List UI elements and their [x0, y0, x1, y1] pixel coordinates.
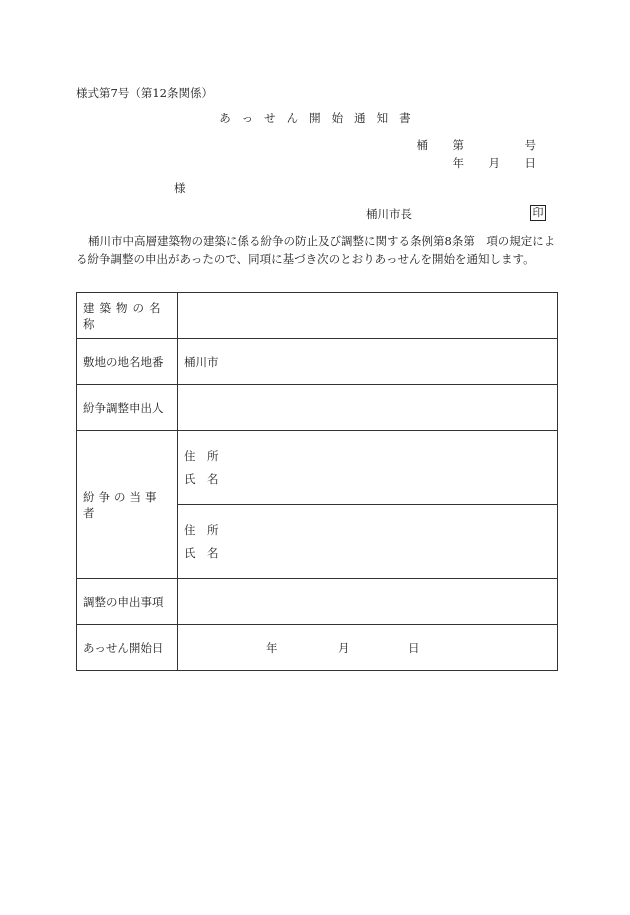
seal-mark: 印 — [530, 205, 546, 221]
start-date-day: 日 — [408, 640, 420, 655]
doc-number-dai: 第 — [452, 138, 464, 152]
parties-label: 紛争の当事者 — [83, 489, 161, 520]
start-date-month: 月 — [338, 640, 350, 655]
start-date-year: 年 — [266, 640, 278, 655]
addressee-suffix: 様 — [174, 181, 186, 195]
building-name-label — [83, 300, 171, 332]
table-row — [77, 625, 558, 671]
party-2-cell — [178, 505, 558, 579]
notice-paragraph: 桶川市中高層建築物の建築に係る紛争の防止及び調整に関する条例第8条第 項の規定による紛争調整の申出があったので、同項に基づき次のとおりあっせんを開始を通知します。 — [76, 234, 556, 266]
party-2-address: 住 所 — [184, 522, 219, 537]
building-name-label-text: 建築物の名称 — [83, 300, 166, 331]
date-line — [453, 155, 537, 171]
table-row — [77, 339, 558, 385]
table-row — [77, 431, 558, 505]
party-1-address: 住 所 — [184, 448, 219, 463]
form-number: 様式第7号（第12条関係） — [76, 86, 213, 100]
applicant-label: 紛争調整申出人 — [77, 385, 178, 431]
notice-table — [76, 292, 558, 671]
doc-number-city: 桶 — [416, 138, 428, 152]
site-value: 桶川市 — [178, 339, 558, 385]
table-row — [77, 579, 558, 625]
document-title: あっせん開始通知書 — [219, 111, 422, 125]
party-1-name: 氏 名 — [184, 471, 219, 486]
parties-label-cell — [77, 431, 178, 579]
start-date-value — [178, 625, 558, 671]
matters-value — [178, 579, 558, 625]
doc-number-go: 号 — [524, 138, 536, 152]
date-year: 年 — [452, 156, 464, 170]
applicant-value — [178, 385, 558, 431]
party-2-name: 氏 名 — [184, 545, 219, 560]
notice-text — [76, 232, 558, 268]
site-label: 敷地の地名地番 — [77, 339, 178, 385]
table-label-cell — [77, 293, 178, 339]
date-day: 日 — [524, 156, 536, 170]
matters-label: 調整の申出事項 — [77, 579, 178, 625]
building-name-value — [178, 293, 558, 339]
table-row — [77, 385, 558, 431]
table-row — [77, 293, 558, 339]
sender-title: 桶川市長 — [366, 207, 412, 221]
party-1-cell — [178, 431, 558, 505]
document-number-line — [417, 137, 537, 153]
date-month: 月 — [488, 156, 500, 170]
start-date-label: あっせん開始日 — [77, 625, 178, 671]
